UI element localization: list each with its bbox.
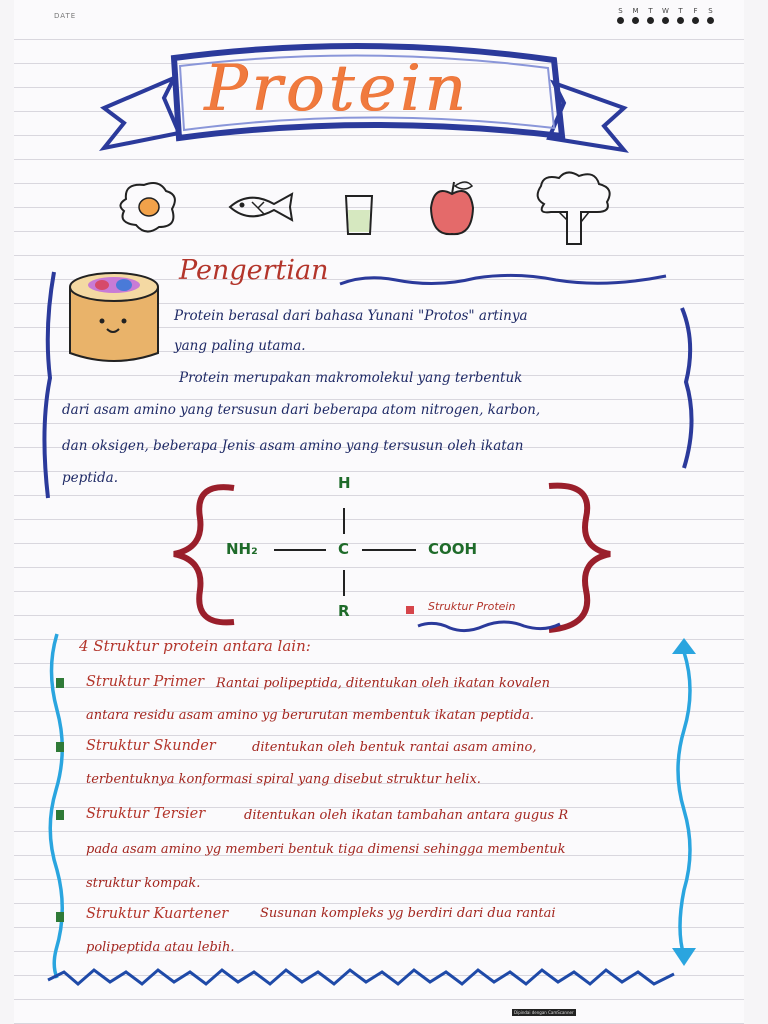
definition-line-6: peptida.	[62, 470, 118, 486]
list-bullet	[56, 742, 64, 752]
item-line: struktur kompak.	[86, 876, 201, 891]
weekday: T	[647, 7, 654, 24]
page-title: Protein	[204, 52, 470, 126]
broccoli-icon	[529, 168, 619, 248]
glass-icon	[342, 192, 376, 238]
section-heading: Pengertian	[179, 255, 329, 286]
item-line: antara residu asam amino yg berurutan membentuk ikatan peptida.	[86, 708, 534, 723]
list-bullet	[56, 912, 64, 922]
weekday: M	[632, 7, 639, 24]
definition-line-4: dari asam amino yang tersusun dari beberapa atom nitrogen, karbon,	[62, 402, 541, 418]
definition-line-5: dan oksigen, beberapa Jenis asam amino yang tersusun oleh ikatan	[62, 438, 524, 454]
weekday-tracker	[617, 7, 714, 24]
egg-icon	[114, 177, 184, 237]
structure-left: NH₂	[226, 540, 258, 558]
left-bracket	[36, 268, 66, 504]
right-bracket	[676, 302, 704, 472]
weekday: F	[692, 7, 699, 24]
weekday: W	[662, 7, 669, 24]
weekday: S	[617, 7, 624, 24]
definition-line-1: Protein berasal dari bahasa Yunani "Protos" artinya	[174, 308, 528, 324]
item-line: polipeptida atau lebih.	[86, 940, 235, 955]
notebook-page	[14, 0, 744, 1024]
structure-right: COOH	[428, 540, 478, 558]
list-intro: 4 Struktur protein antara lain:	[79, 637, 311, 655]
bottom-wave	[44, 962, 684, 992]
apple-icon	[426, 178, 478, 240]
weekday: S	[707, 7, 714, 24]
caption-underline	[414, 618, 564, 634]
item-line: ditentukan oleh bentuk rantai asam amino,	[252, 740, 537, 755]
structure-caption: Struktur Protein	[428, 600, 516, 613]
item-line: ditentukan oleh ikatan tambahan antara gugus R	[244, 808, 569, 823]
right-wave-arrow	[664, 630, 704, 970]
item-line: Rantai polipeptida, ditentukan oleh ikatan kovalen	[216, 676, 550, 691]
item-name: Struktur Primer	[86, 674, 205, 690]
structure-braces	[154, 478, 614, 638]
meat-icon	[62, 265, 166, 369]
item-line: pada asam amino yg memberi bentuk tiga dimensi sehingga membentuk	[86, 842, 566, 857]
structure-center: C	[338, 540, 350, 558]
scanner-watermark: Dipindai dengan CamScanner	[514, 1010, 574, 1015]
item-name: Struktur Skunder	[86, 738, 216, 754]
item-name: Struktur Tersier	[86, 806, 206, 822]
weekday: T	[677, 7, 684, 24]
structure-bottom: R	[338, 602, 350, 620]
fish-icon	[224, 190, 304, 224]
date-label: DATE	[54, 12, 77, 20]
definition-line-3: Protein merupakan makromolekul yang terbentuk	[179, 370, 523, 386]
caption-bullet	[406, 606, 414, 614]
list-bullet	[56, 810, 64, 820]
structure-top: H	[338, 474, 351, 492]
heading-underline	[336, 268, 676, 292]
item-name: Struktur Kuartener	[86, 906, 229, 922]
definition-line-2: yang paling utama.	[174, 338, 306, 354]
list-bullet	[56, 678, 64, 688]
item-line: terbentuknya konformasi spiral yang disebut struktur helix.	[86, 772, 481, 787]
item-line: Susunan kompleks yg berdiri dari dua rantai	[260, 906, 556, 921]
